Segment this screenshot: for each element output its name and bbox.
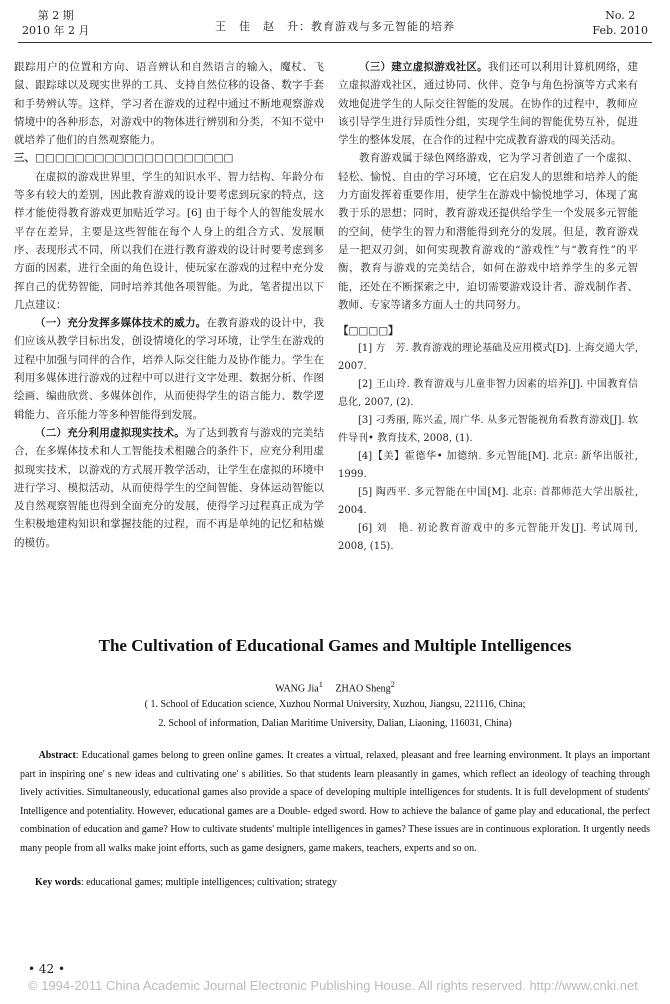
issue-number: 第 2 期 — [37, 9, 74, 22]
reference-item: [6] 刘 艳. 初论教育游戏中的多元智能开发[J]. 考试周刊, 2008, (15). — [338, 523, 638, 553]
subsection-heading: （二）充分利用虚拟现实技术。 — [35, 426, 185, 439]
author-name: ZHAO Sheng — [335, 683, 391, 695]
paragraph-text: 我们还可以利用计算机网络，建立虚拟游戏社区，通过协同、伙伴、竞争与角色扮演等方式来有效地促进学生的人际交往智能的发展。在协作的过程中，教师应该引导学生进行异质性分组，实现学生间的智能优势互补，促进学生的整体发展，在合作的过程中完成教育游戏的闯关活动。 — [338, 61, 639, 147]
english-keywords — [20, 877, 650, 888]
paragraph: 教育游戏属于绿色网络游戏，它为学习者创造了一个虚拟、轻松、愉悦、自由的学习环境，它在启发人的思维和培养人的能力方面发挥着重要作用，使学生在游戏中愉悦地学习，体现了寓教于乐的思想；同时，教育游戏还提供给学生一个发展多元智能的空间，使学生的智力和潜能得到充分的发展。但是，教育游戏是一把双刃剑，如何实现教育游戏的“游戏性”与“教育性”的平衡，教育与游戏的完美结合，如何在游戏中培养学生的多元智能，还处在不断探索之中，迫切需要游戏设计者、游戏制作者、教师、专家等诸多方面人士的共同努力。 — [338, 152, 638, 311]
reference-item: [5] 陶西平. 多元智能在中国[M]. 北京: 首都师范大学出版社, 2004. — [338, 487, 638, 517]
paragraph-text: 在教育游戏的设计中，我们应该从教学目标出发，创设情境化的学习环境，让学生在游戏的过程中加强与同伴的合作，培养人际交往能力及协作能力。学生在利用多媒体进行游戏的过程中可以进行文字处理、数据分析、作图绘画、编曲欣赏、多媒体创作，从而使得学生的语言能力、数学逻辑能力、音乐能力等多种智能得到发展。 — [14, 317, 325, 421]
paragraph-text: 为了达到教育与游戏的完美结合，在多媒体技术和人工智能技术相融合的条件下，应充分利用虚拟现实技术，以游戏的方式展开教学活动，让学生在虚拟的环境中进行学习、模拟活动，从而使得学生的空间智能、身体运动智能以及自然观察智能也得到全面充分的发展，使得学习过程真正成为学生积极地建构知识和掌握技能的过程，而不再是单纯的记忆和枯燥的模仿。 — [14, 426, 325, 549]
issue-date-en: Feb. 2010 — [592, 24, 648, 37]
reference-item: [1] 方 芳. 教育游戏的理论基础及应用模式[D]. 上海交通大学, 2007. — [338, 343, 638, 373]
page-number: • 42 • — [28, 962, 66, 976]
subsection-heading: （三）建立虚拟游戏社区。 — [359, 61, 488, 73]
english-title: The Cultivation of Educational Games and Multiple Intelligences — [98, 636, 572, 655]
keywords-text: : educational games; multiple intelligences; cultivation; strategy — [80, 877, 337, 888]
reference-item: [2] 王山玲. 教育游戏与儿童非智力因素的培养[J]. 中国教育信息化, 2007, (2). — [338, 379, 638, 409]
left-column — [14, 58, 324, 552]
references-list — [338, 340, 638, 556]
copyright-watermark: © 1994-2011 China Academic Journal Electronic Publishing House. All rights reserved. http://www.cnki.net — [28, 978, 638, 993]
reference-item: [3] 刁秀丽, 陈兴孟, 周广华. 从多元智能视角看教育游戏[J]. 软件导刊• 教育技术, 2008, (1). — [338, 415, 638, 445]
paragraph: 跟踪用户的位置和方向、语音辨认和自然语言的输入，魔杖、飞鼠、跟踪球以及现实世界的工具、支持自然位移的设备、数字手套和手势辨认等。这样，学习者在游戏的过程中通过不断地观察游戏情境中的各种形态，对游戏中的物体进行辨别和分类，不知不觉中就培养了他们的自然观察能力。 — [14, 61, 324, 147]
paragraph — [14, 424, 324, 552]
right-column — [338, 58, 638, 556]
affiliation: ( 1. School of Education science, Xuzhou Normal University, Xuzhou, Jiangsu, 221116, China; — [144, 699, 526, 710]
subsection-heading: （一）充分发挥多媒体技术的威力。 — [35, 317, 207, 330]
author-name: WANG Jia — [275, 683, 319, 695]
english-authors — [20, 680, 650, 694]
paragraph: 在虚拟的游戏世界里，学生的知识水平、智力结构、年龄分布等多有较大的差别，因此教育游戏的设计要考虑到玩家的特点，这样才能使得教育游戏更加贴近学习。[6] 由于每个人的智能发展水平存在差异，主要是这些智能在每个人身上的组合方式、发展顺序、表现形式不同，所以我们在进行教育游戏的设计时要考虑到多方面的因素，进行全面的角色设计，使玩家在游戏的过程中充分发挥自己的优势智能，同时培养其他各项智能。为此，笔者提出以下几点建议： — [14, 170, 324, 311]
english-abstract — [20, 747, 650, 858]
reference-item: [4]【美】霍德华• 加德纳. 多元智能[M]. 北京: 新华出版社, 1999. — [338, 451, 638, 481]
abstract-text: : Educational games belong to green online games. It creates a virtual, relaxed, pleasant and free learning environment. It plays an important part in inspiring one' s new ideas and cultivating one' s abilities. So that students learn pleasantly in games, which reflect an ideology of teaching through lively activities. Simultaneously, educational games also provide a space of developing multiple intelligences for students. It is full development of students' Intelligence and potentiality. However, educational games are a Double- edged sword. How to achieve the balance of game play and educational, the perfect combination of education and game? How to cultivate students' multiple intelligences in games? These issues are in continuous exploration. It urgently needs many people from all walks make joint efforts, such as game designers, game makers, teachers, experts and so on. — [20, 750, 650, 854]
author-affiliation-mark: 2 — [390, 680, 395, 689]
abstract-label: Abstract — [38, 750, 76, 761]
issue-date: 2010 年 2 月 — [22, 24, 90, 37]
keywords-label: Key words — [35, 877, 81, 888]
affiliation: 2. School of information, Dalian Maritime University, Dalian, Liaoning, 116031, China) — [158, 718, 512, 729]
section-heading: 三、□□□□□□□□□□□□□□□□□□□□ — [14, 152, 234, 165]
paragraph — [338, 58, 638, 149]
issue-info-en — [592, 8, 648, 38]
running-header — [18, 8, 652, 43]
running-title: 王 佳 赵 升：教育游戏与多元智能的培养 — [215, 20, 455, 33]
paragraph — [14, 314, 324, 424]
author-affiliation-mark: 1 — [318, 680, 323, 689]
issue-number-en: No. 2 — [605, 9, 636, 22]
references-heading: 【□□□□】 — [338, 325, 399, 338]
